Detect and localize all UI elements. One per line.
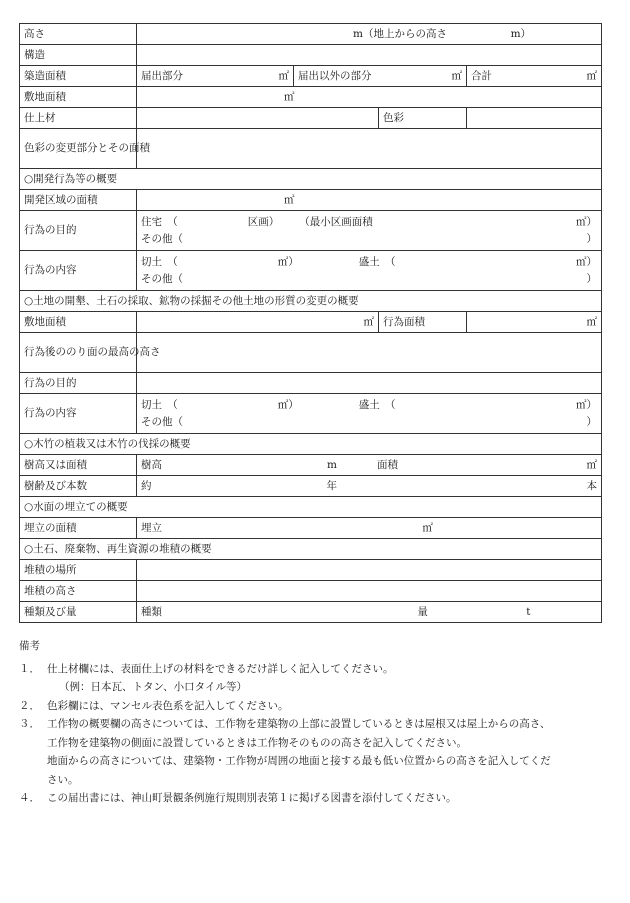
close-paren: ） <box>586 232 598 245</box>
label-color-change: 色彩の変更部分とその面積 <box>20 129 137 169</box>
height-field[interactable] <box>137 24 602 45</box>
row-landfill-area <box>20 518 602 539</box>
row-purpose <box>20 211 602 251</box>
sqm-unit: ㎡ <box>586 69 598 82</box>
quantity-label: 量 <box>417 605 428 618</box>
not-notif-part-label: 届出以外の部分 <box>298 69 372 82</box>
note-text: 工作物の概要欄の高さについては、工作物を建築物の上部に設置しているときは屋根又は屋上からの高さ、 <box>47 718 551 730</box>
note-text: 色彩欄には、マンセル表色系を記入してください。 <box>47 699 289 712</box>
pile-place-field[interactable] <box>137 560 602 581</box>
housing-label: 住宅 （ <box>141 215 178 228</box>
label-site-area2: 敷地面積 <box>20 312 137 333</box>
label-content2: 行為の内容 <box>20 394 137 434</box>
label-tree-age-count: 樹齢及び本数 <box>20 476 137 497</box>
row-content2 <box>20 394 602 434</box>
structure-field[interactable] <box>137 45 602 66</box>
slope-height-field[interactable] <box>137 333 602 373</box>
label-color: 色彩 <box>379 108 467 129</box>
row-finish <box>20 108 602 129</box>
note-line: 地面からの高さについては、建築物・工作物が周囲の地面と接する最も低い位置からの高さを記入してくだ <box>47 755 551 767</box>
sqm-unit: ㎡ <box>278 69 289 82</box>
note-item: １． 仕上材欄には、表面仕上げの材料をできるだけ詳しく記入してください。 <box>19 660 611 679</box>
row-purpose2 <box>20 373 602 394</box>
other-label: その他（ <box>141 232 183 245</box>
label-structure: 構造 <box>20 45 137 66</box>
row-dev-area <box>20 190 602 211</box>
pile-section-heading: ○土石、廃棄物、再生資源の堆積の概要 <box>20 539 602 560</box>
sqm-unit: ㎡ <box>586 458 598 471</box>
color-change-field[interactable] <box>137 129 602 169</box>
kind-label: 種類 <box>141 605 162 618</box>
row-pile-place <box>20 560 602 581</box>
label-tree-height-area: 樹高又は面積 <box>20 455 137 476</box>
close-paren: ） <box>586 415 598 428</box>
tree-age-field[interactable] <box>137 476 602 497</box>
height-unit-open: m（地上からの高さ <box>353 27 447 40</box>
label-build-area: 築造面積 <box>20 66 137 87</box>
site-area-field[interactable] <box>137 87 602 108</box>
label-pile-place: 堆積の場所 <box>20 560 137 581</box>
row-build-area <box>20 66 602 87</box>
sqm-unit: ㎡ <box>284 90 295 103</box>
color-field[interactable] <box>467 108 602 129</box>
lots-label: 区画） <box>247 215 280 228</box>
fill-label: 盛土 （ <box>358 255 396 268</box>
row-site-area2 <box>20 312 602 333</box>
finish-field[interactable] <box>137 108 379 129</box>
note-text: この届出書には、神山町景観条例施行規則別表第１に掲げる図書を添付してください。 <box>47 792 457 804</box>
action-area-field[interactable] <box>467 312 602 333</box>
sqm-unit: ㎡ <box>363 315 374 328</box>
total-label: 合計 <box>471 69 492 82</box>
row-content <box>20 251 602 291</box>
note-item: ４． この届出書には、神山町景観条例施行規則別表第１に掲げる図書を添付してください。 <box>19 789 611 808</box>
close-paren: ） <box>586 272 598 285</box>
count-unit: 本 <box>586 479 598 492</box>
row-pile-kind <box>20 602 602 623</box>
label-slope-height: 行為後ののり面の最高の高さ <box>20 333 137 373</box>
notes-section <box>19 637 611 808</box>
cut-label: 切土 （ <box>141 398 178 411</box>
row-dev-section <box>20 169 602 190</box>
dev-section-heading: ○開発行為等の概要 <box>20 169 602 190</box>
sqm-unit: ㎡ <box>284 193 295 206</box>
note-line: 工作物を建築物の側面に設置しているときは工作物そのものの高さを記入してください。 <box>47 736 467 749</box>
label-landfill-area: 埋立の面積 <box>20 518 137 539</box>
content-field[interactable] <box>137 251 602 291</box>
land-section-heading: ○土地の開墾、土石の採取、鉱物の採掘その他土地の形質の変更の概要 <box>20 291 602 312</box>
approx-label: 約 <box>141 479 152 492</box>
label-pile-kind: 種類及び量 <box>20 602 137 623</box>
pile-kind-field[interactable] <box>137 602 602 623</box>
sqm-close: ㎡） <box>576 255 598 268</box>
row-structure <box>20 45 602 66</box>
year-unit: 年 <box>326 479 337 492</box>
row-height <box>20 24 602 45</box>
tree-height-field[interactable] <box>137 455 602 476</box>
m-unit: m <box>327 458 337 471</box>
other-label: その他（ <box>141 272 183 285</box>
note-text: 仕上材欄には、表面仕上げの材料をできるだけ詳しく記入してください。 <box>47 662 394 675</box>
row-tree-age <box>20 476 602 497</box>
landfill-label: 埋立 <box>141 521 162 534</box>
sqm-close: ㎡） <box>576 398 598 411</box>
purpose-field[interactable] <box>137 211 602 251</box>
label-finish: 仕上材 <box>20 108 137 129</box>
sqm-close: ㎡） <box>277 255 299 268</box>
sqm-unit: ㎡ <box>451 69 462 82</box>
sqm-unit: ㎡ <box>422 521 433 534</box>
notif-part-field[interactable] <box>137 66 294 87</box>
notification-form-table <box>19 23 602 623</box>
dev-area-field[interactable] <box>137 190 602 211</box>
notif-part-label: 届出部分 <box>141 69 183 82</box>
label-content: 行為の内容 <box>20 251 137 291</box>
min-lot-label: （最小区画面積 <box>299 215 373 228</box>
row-water-section <box>20 497 602 518</box>
other-label: その他（ <box>141 415 183 428</box>
pile-height-field[interactable] <box>137 581 602 602</box>
landfill-area-field[interactable] <box>137 518 602 539</box>
notes-title: 備考 <box>19 640 40 652</box>
row-slope-height <box>20 333 602 373</box>
row-color-change <box>20 129 602 169</box>
water-section-heading: ○水面の埋立ての概要 <box>20 497 602 518</box>
label-dev-area: 開発区域の面積 <box>20 190 137 211</box>
tree-section-heading: ○木竹の植栽又は木竹の伐採の概要 <box>20 434 602 455</box>
sqm-unit: ㎡ <box>586 315 598 328</box>
label-site-area: 敷地面積 <box>20 87 137 108</box>
t-unit: t <box>526 605 531 618</box>
height-unit-close: m） <box>510 27 532 40</box>
row-pile-height <box>20 581 602 602</box>
row-pile-section <box>20 539 602 560</box>
area-label: 面積 <box>376 458 398 471</box>
row-site-area <box>20 87 602 108</box>
not-notif-part-field[interactable] <box>294 66 467 87</box>
label-purpose2: 行為の目的 <box>20 373 137 394</box>
row-tree-section <box>20 434 602 455</box>
label-height: 高さ <box>20 24 137 45</box>
row-land-section <box>20 291 602 312</box>
note-item: ３． 工作物の概要欄の高さについては、工作物を建築物の上部に設置しているときは屋根又は屋上からの高さ、 <box>19 715 611 734</box>
label-pile-height: 堆積の高さ <box>20 581 137 602</box>
note-sub: （例：日本瓦、トタン、小口タイル等） <box>59 681 247 693</box>
sqm-close: ㎡） <box>277 398 299 411</box>
site-area2-field[interactable] <box>137 312 379 333</box>
tree-h-label: 樹高 <box>141 458 162 471</box>
note-line: さい。 <box>47 773 79 786</box>
row-tree-height <box>20 455 602 476</box>
label-purpose: 行為の目的 <box>20 211 137 251</box>
fill-label: 盛土 （ <box>358 398 396 411</box>
label-action-area: 行為面積 <box>379 312 467 333</box>
purpose2-field[interactable] <box>137 373 602 394</box>
cut-label: 切土 （ <box>141 255 178 268</box>
note-item: ２． 色彩欄には、マンセル表色系を記入してください。 <box>19 697 611 716</box>
content2-field[interactable] <box>137 394 602 434</box>
sqm-close: ㎡） <box>576 215 598 228</box>
total-field[interactable] <box>467 66 602 87</box>
